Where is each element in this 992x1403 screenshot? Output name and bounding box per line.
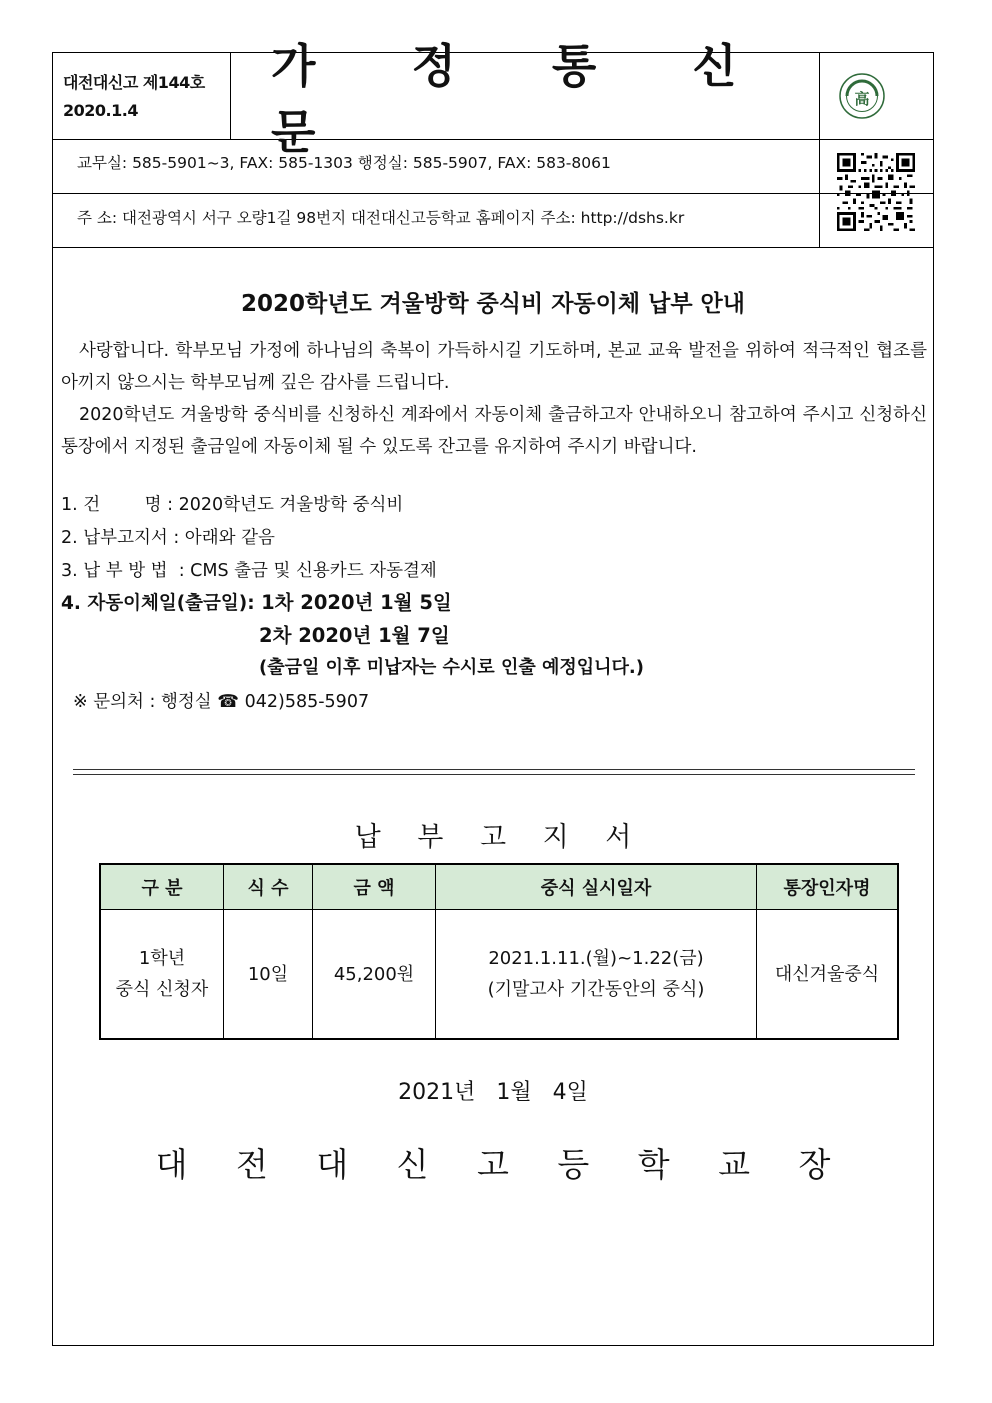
category-grade: 1학년 (138, 948, 186, 969)
header-amount: 금 액 (313, 864, 436, 910)
transfer-note: (출금일 이후 미납자는 수시로 인출 예정입니다.) (259, 657, 644, 678)
cell-amount: 45,200원 (313, 910, 436, 1040)
table-row (100, 910, 898, 1040)
qr-code-icon (837, 153, 915, 231)
item-transfer-date (61, 587, 452, 620)
table-header-row (100, 864, 898, 910)
cell-category (100, 910, 224, 1040)
dates-note: (기말고사 기간동안의 중식) (487, 979, 705, 1000)
cell-account-name: 대신겨울중식 (757, 910, 899, 1040)
page-title: 가 정 통 신 문 (271, 39, 777, 159)
notice-paragraph: 2020학년도 겨울방학 중식비를 신청하신 계좌에서 자동이체 출금하고자 안내하오니 참고하여 주시고 신청하신 통장에서 지정된 출금일에 자동이체 될 수 있도록 잔고를 유지하여 주시기 바랍니다. (61, 405, 927, 457)
issue-date-footer: 2021년 1월 4일 (398, 1080, 588, 1105)
header-category: 구 분 (100, 864, 224, 910)
issue-line: 대전대신고 제144호 (63, 73, 205, 92)
cell-dates (436, 910, 757, 1040)
document-frame (52, 39, 934, 1346)
item-method: 3. 납 부 방 법 : CMS 출금 및 신용카드 자동결제 (61, 561, 437, 581)
header-account-name: 통장인자명 (757, 864, 899, 910)
header-meals: 식 수 (224, 864, 313, 910)
letterhead (53, 39, 933, 249)
bill-table (99, 863, 899, 1040)
inquiry-contact: ※ 문의처 : 행정실 ☎ 042)585-5907 (73, 692, 370, 712)
item-subject: 1. 건 명 : 2020학년도 겨울방학 중식비 (61, 495, 404, 515)
header-dates: 중식 실시일자 (436, 864, 757, 910)
bill-title: 납 부 고 지 서 (354, 822, 646, 853)
principal-signature: 대 전 대 신 고 등 학 교 장 (155, 1145, 850, 1184)
item-bill: 2. 납부고지서 : 아래와 같음 (61, 528, 275, 548)
transfer-date-first: 1차 2020년 1월 5일 (261, 591, 452, 614)
transfer-date-label: 4. 자동이체일(출금일): (61, 593, 262, 614)
issue-date: 2020.1.4 (63, 101, 138, 120)
notice-title: 2020학년도 겨울방학 중식비 자동이체 납부 안내 (241, 291, 745, 317)
dates-range: 2021.1.11.(월)~1.22(금) (488, 948, 704, 969)
transfer-date-second: 2차 2020년 1월 7일 (259, 624, 450, 647)
contact-phone: 교무실: 585-5901~3, FAX: 585-1303 행정실: 585-5907, FAX: 583-8061 (77, 154, 611, 172)
school-emblem-icon (839, 73, 885, 119)
category-type: 중식 신청자 (115, 979, 209, 1000)
cell-meals: 10일 (224, 910, 313, 1040)
double-divider (73, 769, 915, 775)
greeting-paragraph: 사랑합니다. 학부모님 가정에 하나님의 축복이 가득하시길 기도하며, 본교 교육 발전을 위하여 적극적인 협조를 아끼지 않으시는 학부모님께 깊은 감사를 드립니다. (61, 341, 927, 393)
emblem-character: 高 (854, 90, 870, 108)
contact-address: 주 소: 대전광역시 서구 오량1길 98번지 대전대신고등학교 홈페이지 주소: http://dshs.kr (77, 209, 685, 227)
issue-number (63, 69, 205, 125)
